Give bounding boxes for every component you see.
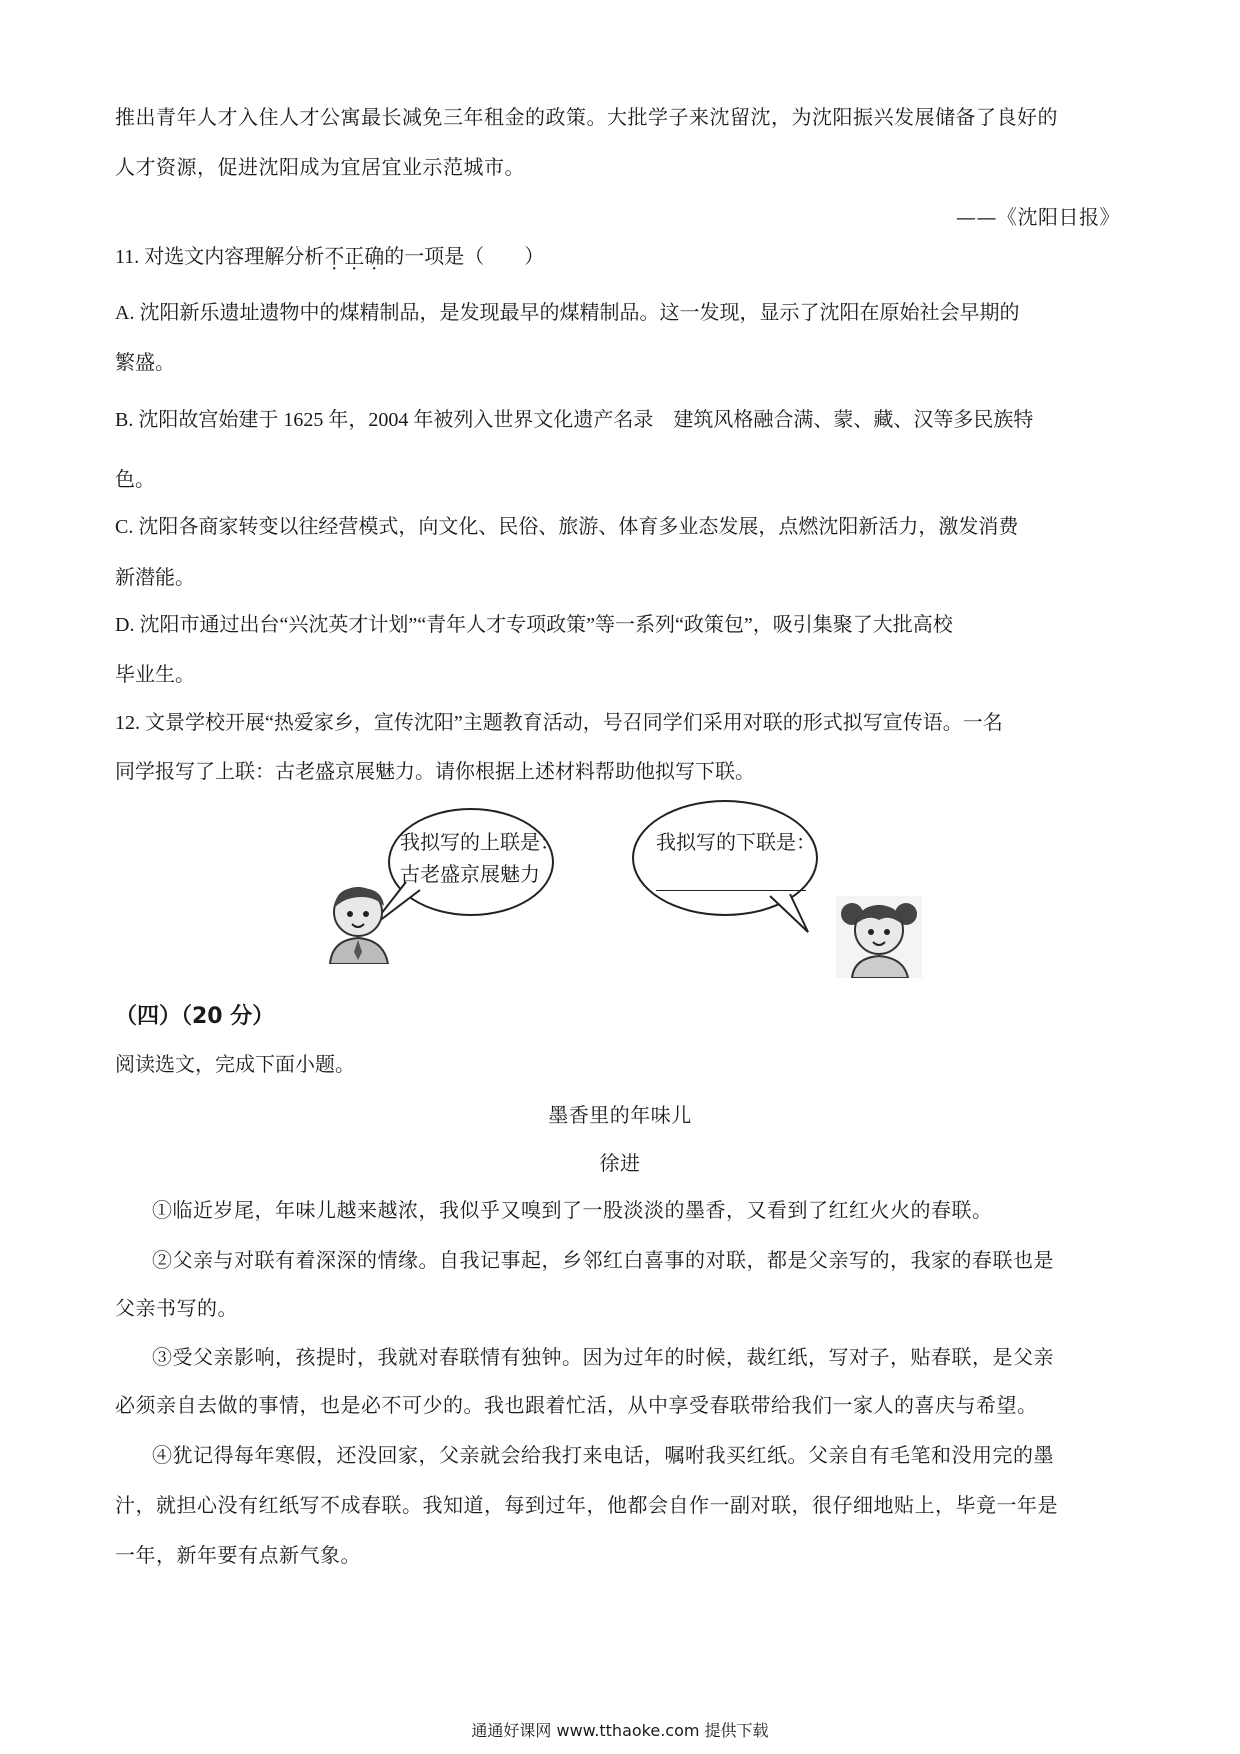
option-c-cont: 新潜能。 [115,567,195,589]
option-b: B. 沈阳故宫始建于 1625 年，2004 年被列入世界文化遗产名录 建筑风格融合满、蒙、藏、汉等多民族特 [115,409,1034,431]
paragraph-1: ①临近岁尾，年味儿越来越浓，我似乎又嗅到了一股淡淡的墨香，又看到了红红火火的春联。 [152,1198,993,1222]
option-a-cont: 繁盛。 [115,352,175,374]
paragraph-4: ④犹记得每年寒假，还没回家，父亲就会给我打来电话，嘱咐我买红纸。父亲自有毛笔和没用完的墨 [152,1443,1054,1467]
question-12-stem-cont: 同学报写了上联：古老盛京展魅力。请你根据上述材料帮助他拟写下联。 [115,761,755,783]
question-12-stem: 12. 文景学校开展“热爱家乡，宣传沈阳”主题教育活动，号召同学们采用对联的形式拟写宣传语。一名 [115,712,1003,734]
paragraph-4-cont: 汁，就担心没有红纸写不成春联。我知道，每到过年，他都会自作一副对联，很仔细地贴上，毕竟一年是 [115,1493,1058,1517]
article-author: 徐进 [599,1151,641,1175]
boy-icon [322,880,396,964]
paragraph-4-cont: 一年，新年要有点新气象。 [115,1543,361,1567]
option-a: A. 沈阳新乐遗址遗物中的煤精制品，是发现最早的煤精制品。这一发现，显示了沈阳在原始社会早期的 [115,302,1020,324]
answer-blank-line [656,890,806,891]
paragraph-2-cont: 父亲书写的。 [115,1296,238,1320]
option-b-cont: 色。 [115,469,155,491]
left-bubble-line: 我拟写的上联是： [400,830,560,854]
girl-icon [836,896,922,978]
emphasis-char: 确 [364,246,385,268]
right-bubble-tail [760,892,820,952]
emphasis-char: 正 [344,246,365,268]
option-d: D. 沈阳市通过出台“兴沈英才计划”“青年人才专项政策”等一系列“政策包”，吸引集聚了大批高校 [115,614,953,636]
stem-text: 11. 对选文内容理解分析 [115,246,325,268]
paragraph-2: ②父亲与对联有着深深的情缘。自我记事起，乡邻红白喜事的对联，都是父亲写的，我家的春联也是 [152,1248,1054,1272]
footer-watermark: 通通好课网 www.tthaoke.com 提供下载 [471,1721,769,1740]
option-d-cont: 毕业生。 [115,664,195,686]
emphasis-char: 不 [324,246,345,268]
passage-line: 人才资源，促进沈阳成为宜居宜业示范城市。 [115,155,525,179]
paragraph-3: ③受父亲影响，孩提时，我就对春联情有独钟。因为过年的时候，裁红纸，写对子，贴春联，是父亲 [152,1345,1054,1369]
passage-line: 推出青年人才入住人才公寓最长减免三年租金的政策。大批学子来沈留沈，为沈阳振兴发展储备了良好的 [115,105,1058,129]
left-bubble-line: 古老盛京展魅力 [400,862,540,886]
stem-text: 的一项是（ ） [384,246,545,268]
option-c: C. 沈阳各商家转变以往经营模式，向文化、民俗、旅游、体育多业态发展，点燃沈阳新活力，激发消费 [115,516,1019,538]
section-heading: （四）（20 分） [115,1004,275,1029]
left-bubble-text [400,826,560,890]
article-title: 墨香里的年味儿 [548,1103,692,1127]
passage-source: ——《沈阳日报》 [956,205,1120,229]
right-bubble-text: 我拟写的下联是： [656,830,816,854]
paragraph-3-cont: 必须亲自去做的事情，也是必不可少的。我也跟着忙活，从中享受春联带给我们一家人的喜庆与希望。 [115,1393,1038,1417]
section-instruction: 阅读选文，完成下面小题。 [115,1054,355,1076]
question-11-stem [115,242,544,272]
